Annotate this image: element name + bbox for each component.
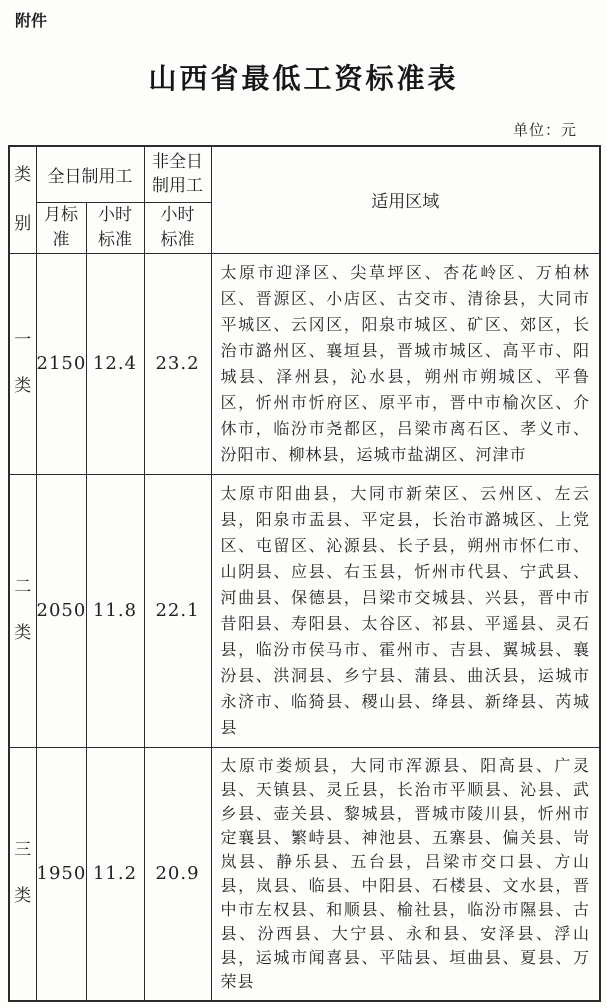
page-title: 山西省最低工资标准表 (148, 62, 459, 95)
hourly-standard-parttime-header-label: 小时标准 (160, 204, 195, 250)
table-row-tier-1 (9, 253, 600, 474)
table-row-tier-3 (9, 747, 600, 1001)
attachment-label: 附件 (15, 11, 48, 30)
parttime-group-header (144, 146, 211, 202)
tier-3-monthly-standard: 1950 (36, 747, 86, 1001)
monthly-standard-header-label: 月标准 (44, 204, 78, 250)
unit-note: 单位：元 (512, 121, 577, 139)
hourly-standard-parttime-header (144, 202, 211, 253)
table-row-tier-2 (9, 474, 600, 747)
parttime-group-header-label: 非全日制用工 (151, 151, 203, 197)
hourly-standard-fulltime-header-label: 小时标准 (98, 204, 132, 250)
tier-1-hourly-fulltime: 12.4 (86, 253, 144, 474)
fulltime-group-header: 全日制用工 (36, 146, 144, 202)
tier-3-hourly-parttime: 20.9 (144, 747, 211, 1001)
tier-1-monthly-standard: 2150 (36, 253, 86, 474)
tier-2-hourly-fulltime: 11.8 (86, 474, 144, 747)
category-column-header (9, 146, 36, 253)
hourly-standard-fulltime-header (86, 202, 144, 253)
tier-3-hourly-fulltime: 11.2 (86, 747, 144, 1001)
monthly-standard-header (36, 202, 86, 253)
region-column-header: 适用区域 (211, 146, 600, 253)
header-row-group (9, 146, 600, 202)
minimum-wage-table (8, 145, 601, 1002)
tier-1-regions: 太原市迎泽区、尖草坪区、杏花岭区、万柏林区、晋源区、小店区、古交市、清徐县，大同市平城区、云冈区，阳泉市城区、矿区、郊区，长治市潞州区、襄垣县，晋城市城区、高平市、阳城县、泽州县，沁水县，朔州市朔城区、平鲁区，忻州市忻府区、原平市，晋中市榆次区、介休市，临汾市尧都区，吕梁市离石区、孝义市、汾阳市、柳林县，运城市盐湖区、河津市 (211, 253, 600, 474)
tier-3-category-label: 三类 (14, 840, 32, 906)
tier-1-category-cell (9, 253, 36, 474)
category-column-header-label: 类别 (14, 165, 32, 234)
tier-1-hourly-parttime: 23.2 (144, 253, 211, 474)
tier-3-regions: 太原市娄烦县，大同市浑源县、阳高县、广灵县、天镇县、灵丘县，长治市平顺县、沁县、武乡县、壶关县、黎城县，晋城市陵川县，忻州市定襄县、繁峙县、神池县、五寨县、偏关县、岢岚县、静乐县、五台县，吕梁市交口县、方山县，岚县、临县、中阳县、石楼县、文水县，晋中市左权县、和顺县、榆社县，临汾市隰县、古县、汾西县、大宁县、永和县、安泽县、浮山县，运城市闻喜县、平陆县、垣曲县、夏县、万荣县 (211, 747, 600, 1001)
tier-2-category-label: 二类 (14, 577, 32, 643)
tier-2-monthly-standard: 2050 (36, 474, 86, 747)
tier-1-category-label: 一类 (14, 330, 32, 396)
tier-2-category-cell (9, 474, 36, 747)
tier-2-hourly-parttime: 22.1 (144, 474, 211, 747)
tier-3-category-cell (9, 747, 36, 1001)
tier-2-regions: 太原市阳曲县，大同市新荣区、云州区、左云县，阳泉市盂县、平定县，长治市潞城区、上党区、屯留区、沁源县、长子县，朔州市怀仁市、山阴县、应县、右玉县，忻州市代县、宁武县、河曲县、保德县，吕梁市交城县、兴县，晋中市昔阳县、寿阳县、太谷区、祁县、平遥县、灵石县，临汾市侯马市、霍州市、吉县、翼城县、襄汾县、洪洞县、乡宁县、蒲县、曲沃县，运城市永济市、临猗县、稷山县、绛县、新绛县、芮城县 (211, 474, 600, 747)
